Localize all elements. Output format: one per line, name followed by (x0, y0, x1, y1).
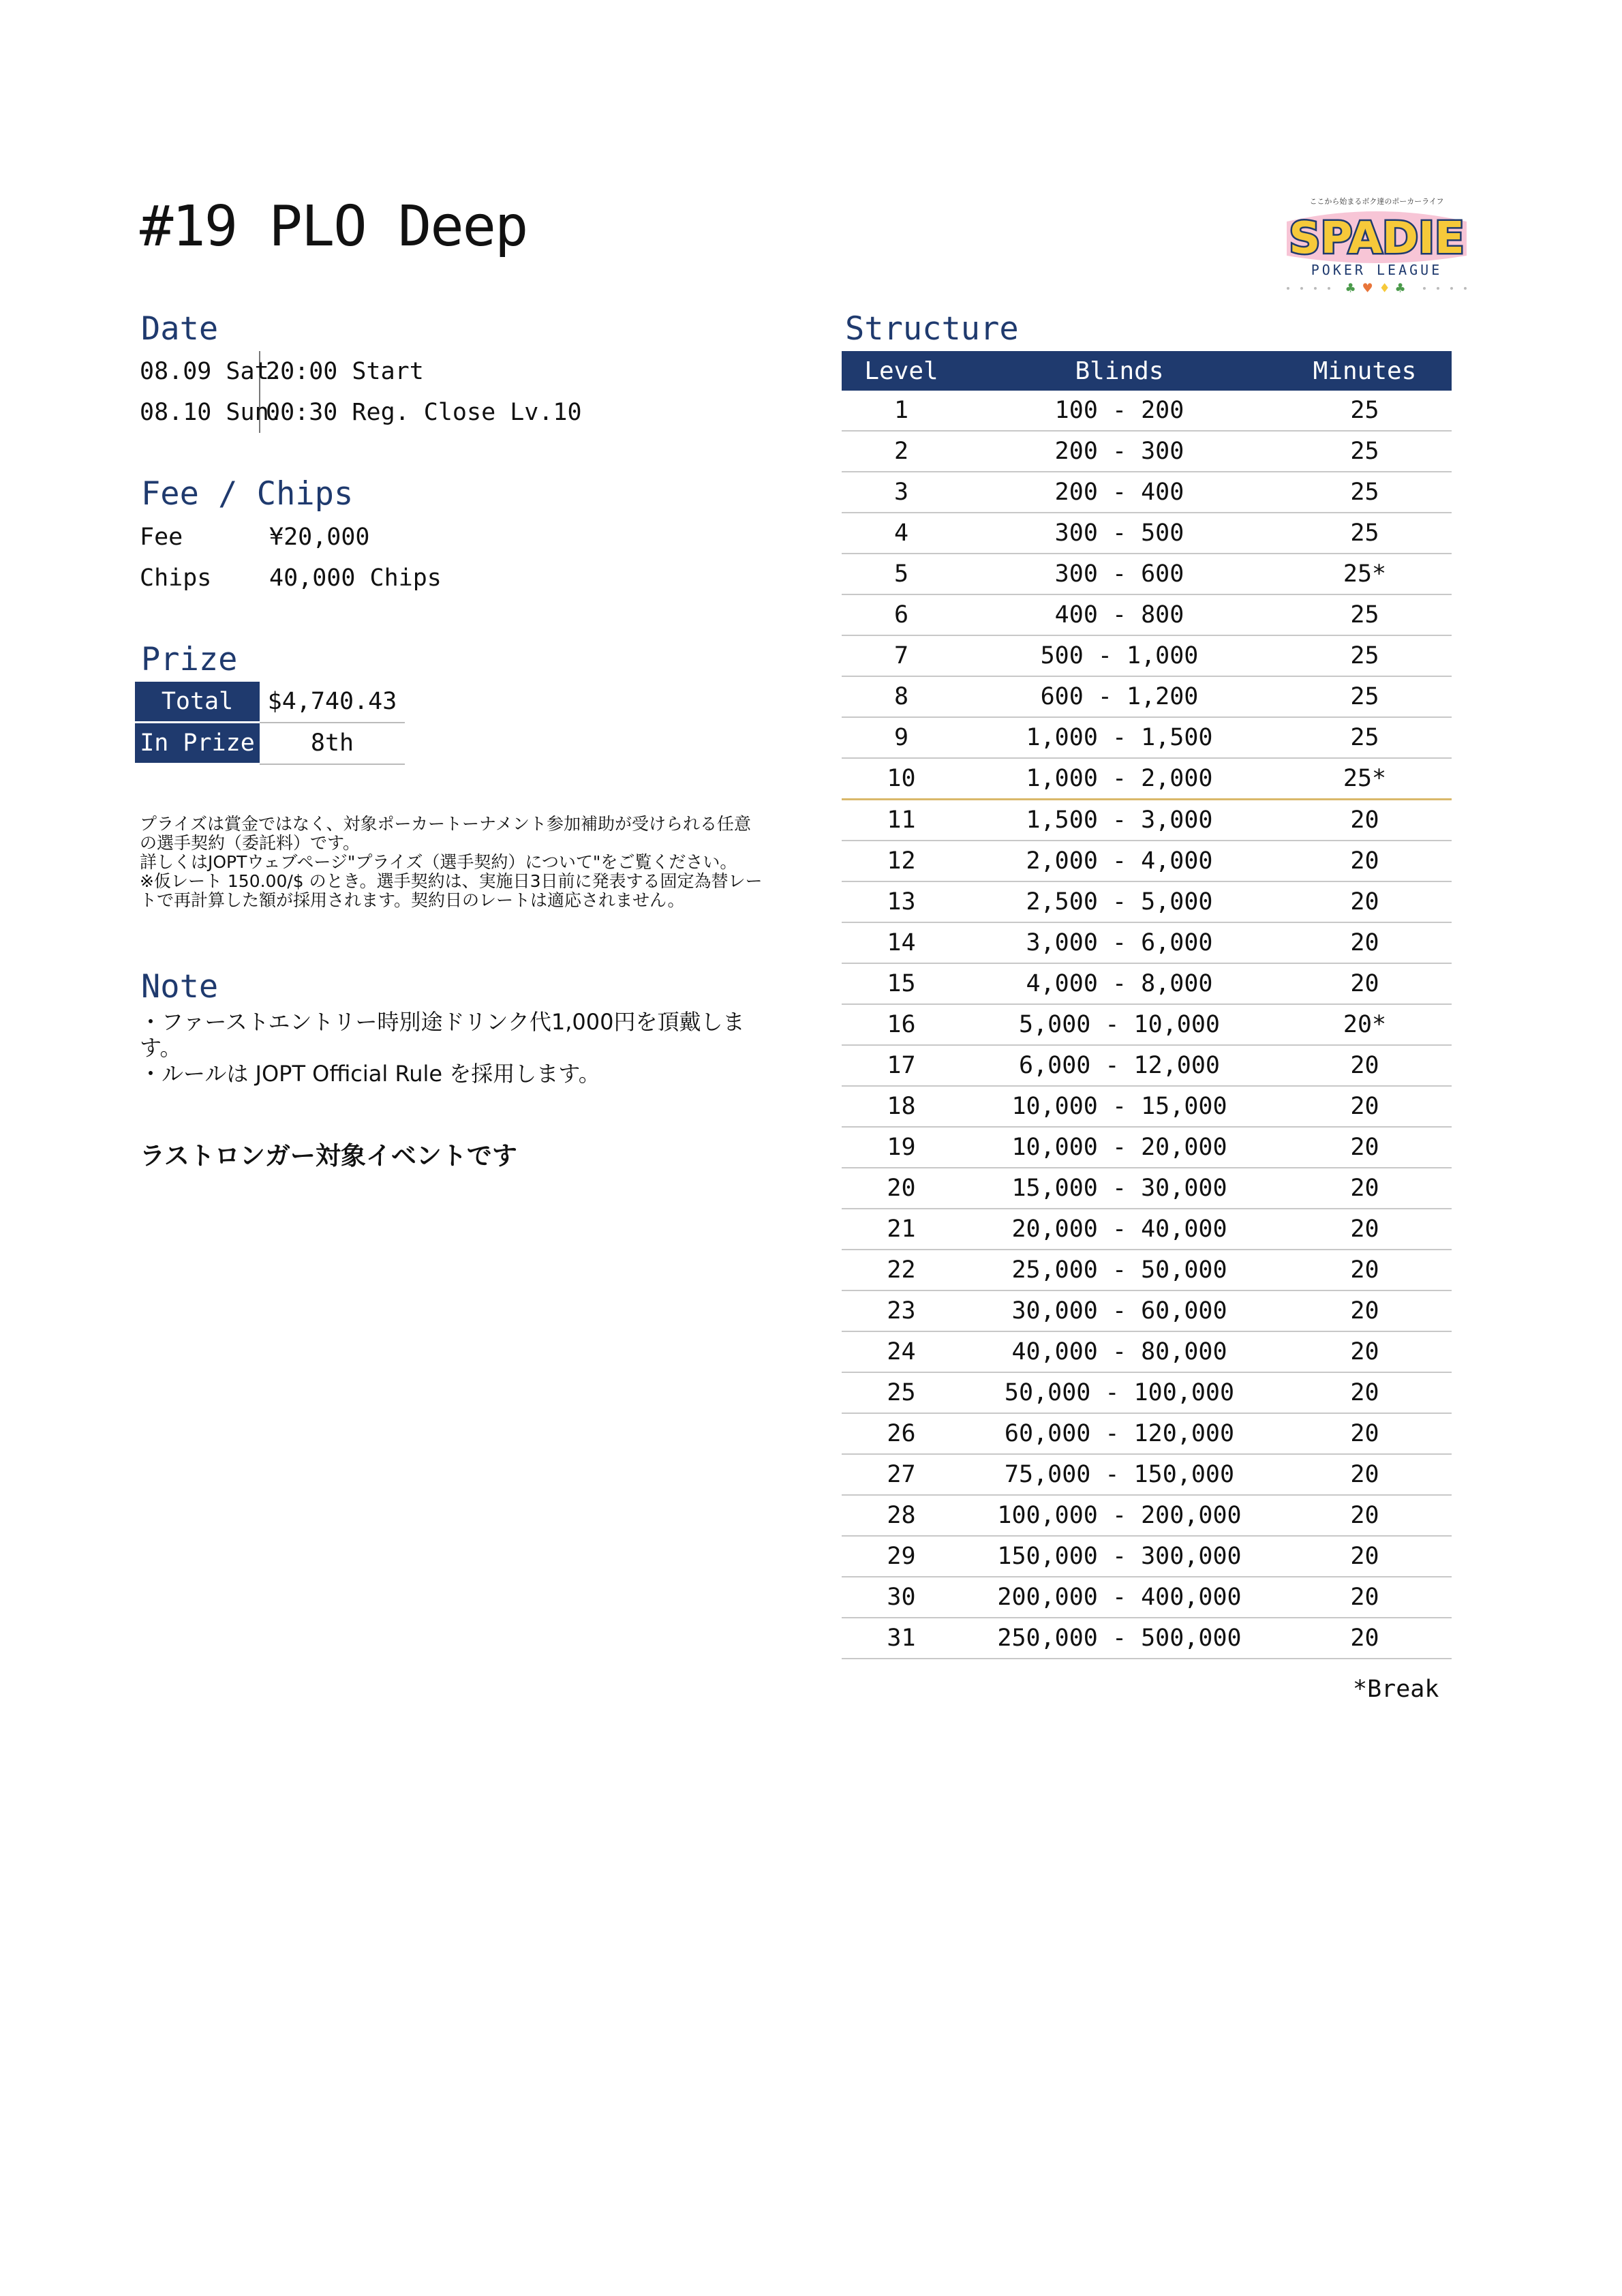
table-row (842, 1618, 1452, 1659)
date-info: 20:00 Start (266, 358, 424, 385)
col-minutes-header: Minutes (1278, 351, 1452, 391)
table-row (842, 1577, 1452, 1618)
spadie-logo (1274, 194, 1479, 303)
note-line: ・ルールは JOPT Official Rule を採用します。 (140, 1061, 600, 1087)
blinds-cell: 200 - 400 (961, 472, 1278, 513)
table-row (842, 758, 1452, 800)
prize-row (135, 723, 405, 764)
heart-icon: ♥ (1363, 280, 1373, 297)
minutes-cell: 20 (1278, 881, 1452, 922)
level-cell: 18 (842, 1086, 961, 1127)
table-row (842, 1331, 1452, 1372)
level-cell: 10 (842, 758, 961, 800)
table-row (842, 1209, 1452, 1250)
level-cell: 25 (842, 1372, 961, 1413)
minutes-cell: 20 (1278, 1577, 1452, 1618)
dot-row (1287, 287, 1467, 290)
level-cell: 21 (842, 1209, 961, 1250)
level-cell: 24 (842, 1331, 961, 1372)
fee-value: ¥20,000 (269, 524, 370, 551)
date-row (140, 392, 582, 433)
table-row (842, 963, 1452, 1004)
logo-sub: POKER LEAGUE (1311, 262, 1443, 278)
prize-inprize-value: 8th (260, 723, 405, 764)
level-cell: 9 (842, 717, 961, 758)
minutes-cell: 25 (1278, 472, 1452, 513)
minutes-cell: 25 (1278, 717, 1452, 758)
diamond-icon: ♦ (1380, 280, 1390, 297)
logo-tagline: ここから始まるボク達のポーカーライフ (1309, 197, 1444, 206)
club-icon: ♣ (1346, 280, 1356, 297)
blinds-cell: 3,000 - 6,000 (961, 922, 1278, 963)
table-row (842, 1127, 1452, 1168)
suit-icons (1346, 280, 1405, 297)
blinds-cell: 1,500 - 3,000 (961, 800, 1278, 841)
minutes-cell: 20 (1278, 1250, 1452, 1290)
table-row (842, 391, 1452, 431)
minutes-cell: 25 (1278, 635, 1452, 676)
blinds-cell: 60,000 - 120,000 (961, 1413, 1278, 1454)
table-row (842, 635, 1452, 676)
blinds-cell: 150,000 - 300,000 (961, 1536, 1278, 1577)
level-cell: 11 (842, 800, 961, 841)
fee-table (140, 517, 442, 599)
minutes-cell: 25 (1278, 513, 1452, 554)
blinds-cell: 600 - 1,200 (961, 676, 1278, 717)
blinds-cell: 250,000 - 500,000 (961, 1618, 1278, 1659)
logo-name: SPADIE (1289, 213, 1465, 264)
minutes-cell: 25* (1278, 758, 1452, 800)
blinds-cell: 6,000 - 12,000 (961, 1045, 1278, 1086)
level-cell: 4 (842, 513, 961, 554)
blinds-cell: 15,000 - 30,000 (961, 1168, 1278, 1209)
table-row (842, 1290, 1452, 1331)
minutes-cell: 25 (1278, 594, 1452, 635)
table-row (842, 1004, 1452, 1045)
table-row (842, 717, 1452, 758)
level-cell: 15 (842, 963, 961, 1004)
level-cell: 13 (842, 881, 961, 922)
date-table (140, 351, 582, 433)
table-row (842, 922, 1452, 963)
blinds-cell: 100 - 200 (961, 391, 1278, 431)
prize-table (135, 682, 405, 765)
level-cell: 6 (842, 594, 961, 635)
table-row (842, 841, 1452, 881)
blinds-cell: 100,000 - 200,000 (961, 1495, 1278, 1536)
level-cell: 16 (842, 1004, 961, 1045)
club-icon-2: ♣ (1396, 280, 1405, 297)
level-cell: 1 (842, 391, 961, 431)
table-row (842, 1454, 1452, 1495)
table-row (842, 881, 1452, 922)
level-cell: 19 (842, 1127, 961, 1168)
prize-total-label: Total (135, 682, 260, 723)
note-heading: Note (141, 968, 219, 1006)
prize-row (135, 682, 405, 723)
note-line: ・ファーストエントリー時別途ドリンク代1,000円を頂戴しま (140, 1009, 745, 1035)
prize-disclaimer (140, 815, 767, 910)
chips-label: Chips (140, 564, 212, 592)
level-cell: 7 (842, 635, 961, 676)
blinds-cell: 300 - 500 (961, 513, 1278, 554)
minutes-cell: 20 (1278, 963, 1452, 1004)
chips-value: 40,000 Chips (269, 564, 442, 592)
table-row (842, 1086, 1452, 1127)
disclaimer-line: トで再計算した額が採用されます。契約日のレートは適応されません。 (140, 890, 685, 910)
table-row (842, 676, 1452, 717)
blinds-cell: 50,000 - 100,000 (961, 1372, 1278, 1413)
minutes-cell: 25 (1278, 391, 1452, 431)
blinds-cell: 4,000 - 8,000 (961, 963, 1278, 1004)
level-cell: 2 (842, 431, 961, 472)
table-row (842, 1536, 1452, 1577)
table-row (842, 1495, 1452, 1536)
minutes-cell: 20 (1278, 922, 1452, 963)
level-cell: 8 (842, 676, 961, 717)
table-row (842, 554, 1452, 594)
date-info: 00:30 Reg. Close Lv.10 (266, 399, 582, 426)
blinds-cell: 500 - 1,000 (961, 635, 1278, 676)
blinds-cell: 40,000 - 80,000 (961, 1331, 1278, 1372)
disclaimer-line: プライズは賞金ではなく、対象ポーカートーナメント参加補助が受けられる任意 (140, 814, 752, 834)
note-text (140, 1009, 753, 1087)
chips-row (140, 558, 442, 599)
blinds-cell: 2,500 - 5,000 (961, 881, 1278, 922)
minutes-cell: 20 (1278, 1209, 1452, 1250)
date-day: 08.09 Sat. (140, 351, 260, 392)
note-line: す。 (140, 1035, 182, 1061)
blinds-cell: 1,000 - 1,500 (961, 717, 1278, 758)
blinds-cell: 75,000 - 150,000 (961, 1454, 1278, 1495)
table-row (842, 472, 1452, 513)
disclaimer-line: 詳しくはJOPTウェブページ"プライズ（選手契約）について"をご覧ください。 (140, 852, 737, 872)
level-cell: 29 (842, 1536, 961, 1577)
table-row (842, 513, 1452, 554)
blinds-cell: 20,000 - 40,000 (961, 1209, 1278, 1250)
prize-inprize-label: In Prize (135, 723, 260, 764)
table-row (842, 1372, 1452, 1413)
minutes-cell: 20 (1278, 1495, 1452, 1536)
date-row (140, 351, 582, 392)
level-cell: 31 (842, 1618, 961, 1659)
table-row (842, 594, 1452, 635)
blinds-cell: 25,000 - 50,000 (961, 1250, 1278, 1290)
disclaimer-line: ※仮レート 150.00/$ のとき。選手契約は、実施日3日前に発表する固定為替レー (140, 871, 763, 891)
level-cell: 3 (842, 472, 961, 513)
prize-total-value: $4,740.43 (260, 682, 405, 723)
minutes-cell: 20 (1278, 1127, 1452, 1168)
level-cell: 14 (842, 922, 961, 963)
table-row (842, 1413, 1452, 1454)
structure-body (842, 391, 1452, 1659)
last-longer-notice: ラストロンガー対象イベントです (140, 1141, 517, 1170)
blinds-cell: 400 - 800 (961, 594, 1278, 635)
disclaimer-line: の選手契約（委託料）です。 (140, 833, 361, 853)
table-row (842, 1250, 1452, 1290)
blinds-cell: 10,000 - 20,000 (961, 1127, 1278, 1168)
fee-row (140, 517, 442, 558)
level-cell: 22 (842, 1250, 961, 1290)
date-day: 08.10 Sun. (140, 392, 260, 433)
minutes-cell: 20 (1278, 1454, 1452, 1495)
level-cell: 30 (842, 1577, 961, 1618)
level-cell: 28 (842, 1495, 961, 1536)
minutes-cell: 20 (1278, 1536, 1452, 1577)
blinds-cell: 200,000 - 400,000 (961, 1577, 1278, 1618)
minutes-cell: 20 (1278, 1618, 1452, 1659)
minutes-cell: 20 (1278, 1413, 1452, 1454)
break-footnote: *Break (1353, 1676, 1439, 1703)
structure-header-row (842, 351, 1452, 391)
minutes-cell: 20 (1278, 1086, 1452, 1127)
blinds-cell: 300 - 600 (961, 554, 1278, 594)
fee-heading: Fee / Chips (141, 475, 354, 513)
table-row (842, 431, 1452, 472)
minutes-cell: 25 (1278, 676, 1452, 717)
blinds-cell: 10,000 - 15,000 (961, 1086, 1278, 1127)
blinds-cell: 30,000 - 60,000 (961, 1290, 1278, 1331)
level-cell: 23 (842, 1290, 961, 1331)
minutes-cell: 20* (1278, 1004, 1452, 1045)
blinds-cell: 1,000 - 2,000 (961, 758, 1278, 800)
level-cell: 12 (842, 841, 961, 881)
minutes-cell: 20 (1278, 1290, 1452, 1331)
blinds-cell: 5,000 - 10,000 (961, 1004, 1278, 1045)
date-heading: Date (141, 310, 219, 348)
col-blinds-header: Blinds (961, 351, 1278, 391)
minutes-cell: 20 (1278, 841, 1452, 881)
minutes-cell: 25* (1278, 554, 1452, 594)
level-cell: 20 (842, 1168, 961, 1209)
table-row (842, 1045, 1452, 1086)
table-row (842, 1168, 1452, 1209)
structure-heading: Structure (845, 310, 1019, 348)
minutes-cell: 20 (1278, 800, 1452, 841)
level-cell: 5 (842, 554, 961, 594)
minutes-cell: 20 (1278, 1331, 1452, 1372)
structure-table (842, 351, 1452, 1659)
level-cell: 17 (842, 1045, 961, 1086)
col-level-header: Level (842, 351, 961, 391)
blinds-cell: 200 - 300 (961, 431, 1278, 472)
minutes-cell: 20 (1278, 1372, 1452, 1413)
prize-heading: Prize (141, 641, 238, 678)
minutes-cell: 25 (1278, 431, 1452, 472)
level-cell: 27 (842, 1454, 961, 1495)
blinds-cell: 2,000 - 4,000 (961, 841, 1278, 881)
level-cell: 26 (842, 1413, 961, 1454)
table-row (842, 800, 1452, 841)
fee-label: Fee (140, 524, 183, 551)
minutes-cell: 20 (1278, 1168, 1452, 1209)
page-title: #19 PLO Deep (140, 194, 527, 259)
minutes-cell: 20 (1278, 1045, 1452, 1086)
